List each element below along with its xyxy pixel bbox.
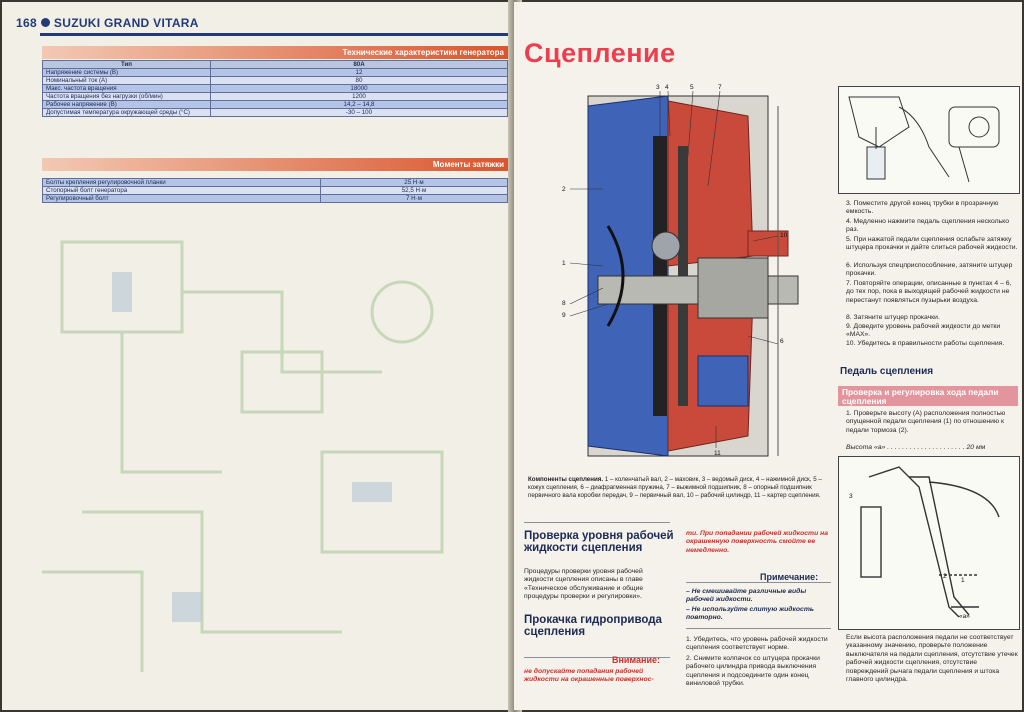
section-text-fluid-level: Процедуры проверки уровня рабочей жидкости сцепления описаны в главе «Техническое обслуживание и общие процедуры проверки и регулировки». bbox=[524, 568, 644, 601]
note-label: Примечание: bbox=[760, 572, 819, 582]
table-row bbox=[43, 109, 508, 117]
pedal-final-text: Если высота расположения педали не соответствует указанному значению, проверьте положение выключателя на педали сцепления, отсутствие утечек рабочей жидкости сцепления, отсутствие повреждений рычага педали сцепления и штока главного цилиндра. bbox=[846, 634, 1018, 684]
pedal-heading: Педаль сцепления bbox=[840, 366, 934, 377]
step-9: 9. Доведите уровень рабочей жидкости до метки «MAX». bbox=[846, 323, 1001, 339]
table-row bbox=[43, 187, 508, 195]
callout-6: 6 bbox=[780, 338, 784, 345]
table-row bbox=[43, 85, 508, 93]
left-page bbox=[2, 2, 514, 710]
bleeding-figure bbox=[838, 86, 1020, 194]
pedal-callout-1: 1 bbox=[961, 577, 965, 584]
table-cell: Номинальный ток (А) bbox=[43, 77, 211, 85]
callout-7: 7 bbox=[718, 84, 722, 91]
pedal-callout-2: 2 bbox=[943, 573, 947, 580]
table-row bbox=[43, 179, 508, 187]
callout-2: 2 bbox=[562, 186, 566, 193]
pedal-figure bbox=[838, 456, 1020, 630]
step-1: 1. Убедитесь, что уровень рабочей жидкости сцепления соответствует норме. bbox=[686, 636, 828, 652]
generator-table-heading: Технические характеристики генератора bbox=[42, 46, 508, 59]
table-cell: 25 Н·м bbox=[321, 179, 508, 187]
section-rule bbox=[524, 522, 670, 523]
height-dots: . . . . . . . . . . . . . . . . . . . . . bbox=[887, 444, 967, 451]
note-line-2: – Не используйте слитую жидкость повторно. bbox=[686, 606, 814, 622]
bleeding-illustration bbox=[839, 87, 1019, 193]
table-cell: 14,2 – 14,8 bbox=[211, 101, 508, 109]
pedal-subheading: Проверка и регулировка хода педали сцепления bbox=[838, 386, 1018, 406]
table-cell: -30 – 100 bbox=[211, 109, 508, 117]
section-heading-fluid-level: Проверка уровня рабочей жидкости сцепления bbox=[524, 530, 674, 554]
pedal-step-1: 1. Проверьте высоту (А) расположения полностью опущенной педали сцепления (1) по отношению к педали тормоза (2). bbox=[846, 410, 1006, 434]
table-cell: Допустимая температура окружающей среды (°С) bbox=[43, 109, 211, 117]
table-row bbox=[43, 69, 508, 77]
caption-bold: Компоненты сцепления. bbox=[528, 476, 604, 483]
pedal-callout-a: «a» bbox=[959, 613, 970, 620]
torque-table-heading: Моменты затяжки bbox=[42, 158, 508, 171]
table-cell: Частота вращения без нагрузки (об/мин) bbox=[43, 93, 211, 101]
callout-9: 9 bbox=[562, 312, 566, 319]
step-2: 2. Снимите колпачок со штуцера прокачки рабочего цилиндра привода выключения сцепления и подсоедините один конец виниловой трубки. bbox=[686, 655, 820, 688]
table-cell: 1200 bbox=[211, 93, 508, 101]
caption-text: 1 – коленчатый вал, 2 – маховик, 3 – ведомый диск, 4 – нажимной диск, 5 – кожух сцепления, 6 – диафрагменная пружина, 7 – выжимной подшипник, 8 – опорный подшипник первичного вала коробки передач, 9 – первичный вал, 10 – рабочий цилиндр, 11 – картер сцепления. bbox=[528, 476, 822, 499]
table-row bbox=[43, 195, 508, 203]
callout-8: 8 bbox=[562, 300, 566, 307]
callout-5: 5 bbox=[690, 84, 694, 91]
callout-1: 1 bbox=[562, 260, 566, 267]
height-value: 20 мм bbox=[966, 444, 986, 451]
callout-10: 10 bbox=[780, 232, 788, 239]
height-spec bbox=[846, 444, 1018, 452]
bullet-icon bbox=[41, 18, 50, 27]
step-6: 6. Используя спецприспособление, затяните штуцер прокачки. bbox=[846, 262, 1013, 278]
table-cell: 80 bbox=[211, 77, 508, 85]
attention-text-continued: ти. При попадании рабочей жидкости на окрашенную поверхность смойте ее немедленно. bbox=[686, 530, 829, 554]
figure-caption bbox=[528, 476, 828, 500]
note-rule bbox=[686, 628, 831, 629]
table-cell: Макс. частота вращения bbox=[43, 85, 211, 93]
table-row bbox=[43, 93, 508, 101]
step-5: 5. При нажатой педали сцепления ослабьте затяжку штуцера прокачки и дайте слиться рабочей жидкости. bbox=[846, 236, 1018, 252]
book-title: SUZUKI GRAND VITARA bbox=[53, 16, 199, 30]
section-heading-bleeding: Прокачка гидропривода сцепления bbox=[524, 614, 662, 638]
torque-table bbox=[42, 178, 508, 203]
page-number: 168 bbox=[16, 16, 37, 30]
table-cell: 12 bbox=[211, 69, 508, 77]
height-label: Высота «а» bbox=[846, 444, 886, 451]
header-rule bbox=[40, 33, 508, 36]
table-cell: 7 Н·м bbox=[321, 195, 508, 203]
table-cell: 52,5 Н·м bbox=[321, 187, 508, 195]
callout-3: 3 bbox=[656, 84, 660, 91]
note-rule bbox=[686, 582, 831, 583]
table-cell: Регулировочный болт bbox=[43, 195, 321, 203]
bleed-through-diagram bbox=[22, 212, 502, 702]
generator-table bbox=[42, 60, 508, 117]
table-row bbox=[43, 77, 508, 85]
table-row bbox=[43, 101, 508, 109]
table-header-cell: 80A bbox=[211, 61, 508, 69]
table-cell: Рабочее напряжение (В) bbox=[43, 101, 211, 109]
step-7: 7. Повторяйте операции, описанные в пунктах 4 – 6, до тех пор, пока в выходящей рабочей жидкости не перестанут появляться пузырьки воздуха. bbox=[846, 280, 1012, 304]
table-header-cell: Тип bbox=[43, 61, 211, 69]
attention-label: Внимание: bbox=[612, 655, 660, 665]
page-header bbox=[16, 16, 199, 30]
attention-text: не допускайте попадания рабочей жидкости на окрашенные поверхнос- bbox=[524, 668, 654, 684]
step-3: 3. Поместите другой конец трубки в прозрачную емкость. bbox=[846, 200, 999, 216]
table-cell: Стопорный болт генератора bbox=[43, 187, 321, 195]
table-cell: Напряжение системы (В) bbox=[43, 69, 211, 77]
table-cell: 18000 bbox=[211, 85, 508, 93]
pedal-illustration bbox=[839, 457, 1019, 629]
step-4: 4. Медленно нажмите педаль сцепления несколько раз. bbox=[846, 218, 1010, 234]
clutch-cross-section-diagram bbox=[548, 76, 828, 476]
callout-4: 4 bbox=[665, 84, 669, 91]
step-10: 10. Убедитесь в правильности работы сцепления. bbox=[846, 340, 1005, 347]
pedal-callout-3: 3 bbox=[849, 493, 853, 500]
callout-11: 11 bbox=[714, 450, 721, 457]
table-cell: Болты крепления регулировочной планки bbox=[43, 179, 321, 187]
page-title: Сцепление bbox=[524, 38, 676, 68]
step-8: 8. Затяните штуцер прокачки. bbox=[846, 314, 940, 321]
note-line-1: – Не смешивайте различные виды рабочей жидкости. bbox=[686, 588, 807, 604]
